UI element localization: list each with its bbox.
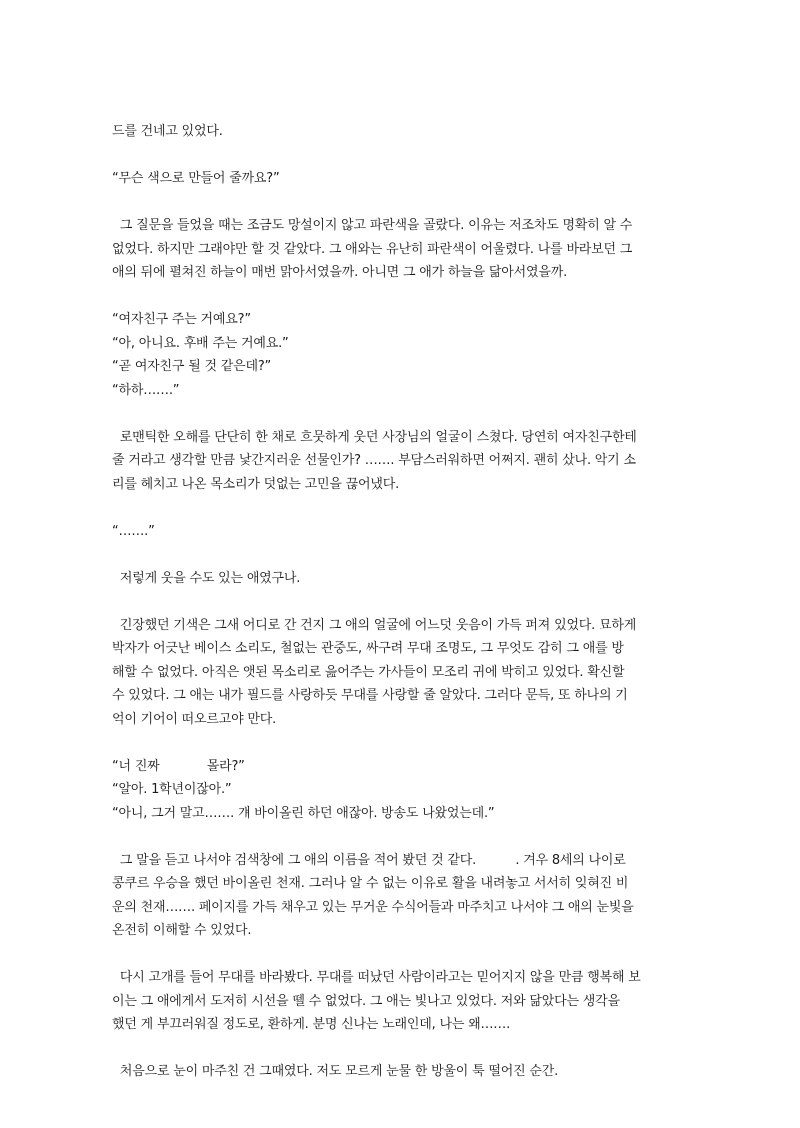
text-line: 이는 그 애에게서 도저히 시선을 뗄 수 없었다. 그 애는 빛나고 있었다. 저와 닮았다는 생각을 [112, 993, 620, 1009]
text-line: 콩쿠르 우승을 했던 바이올린 천재. 그러나 알 수 없는 이유로 활을 내려놓고 서서히 잊혀진 비 [112, 876, 629, 891]
text-line: 애의 뒤에 펼쳐진 하늘이 매번 맑아서였을까. 아니면 그 애가 하늘을 닮아서였을까. [112, 265, 568, 280]
text-line: 다시 고개를 들어 무대를 바라봤다. 무대를 떠났던 사람이라고는 믿어지지 않을 만큼 행복해 보 [112, 970, 641, 985]
paragraph [112, 614, 692, 732]
paragraph-gap [112, 402, 692, 426]
paragraph [112, 120, 692, 144]
paragraph-gap [112, 191, 692, 215]
paragraph [112, 567, 692, 591]
paragraph-gap [112, 496, 692, 520]
text-line: 긴장했던 기색은 그새 어디로 간 건지 그 애의 얼굴에 어느덧 웃음이 가득 퍼져 있었다. 묘하게 [112, 617, 637, 633]
paragraph [112, 426, 692, 497]
text-line: 없었다. 하지만 그래야만 할 것 같았다. 그 애와는 유난히 파란색이 어울렸다. 나를 바라보던 그 [112, 241, 633, 257]
text-line: “무슨 색으로 만들어 줄까요?” [112, 171, 280, 186]
paragraph-gap [112, 285, 692, 309]
text-line: 그 말을 듣고 나서야 검색창에 그 애의 이름을 적어 봤던 것 같다. . 겨우 8세의 나이로 [112, 852, 626, 868]
text-line: 로맨틱한 오해를 단단히 한 채로 흐뭇하게 웃던 사장님의 얼굴이 스쳤다. 당연히 여자친구한테 [112, 429, 637, 445]
paragraph-gap [112, 543, 692, 567]
text-line: 줄 거라고 생각할 만큼 낯간지러운 선물인가? ……. 부담스러워하면 어쩌지. 괜히 샀나. 악기 소 [112, 453, 636, 468]
paragraph-gap [112, 731, 692, 755]
paragraph-gap [112, 144, 692, 168]
text-line: “아, 아니요. 후배 주는 거예요.” [112, 335, 289, 351]
text-line: 저렇게 웃을 수도 있는 애였구나. [112, 570, 301, 586]
text-line: 그 질문을 들었을 때는 조금도 망설이지 않고 파란색을 골랐다. 이유는 저조차도 명확히 알 수 [112, 218, 633, 233]
paragraph [112, 1060, 692, 1084]
text-line: 했던 게 부끄러워질 정도로, 환하게. 분명 신나는 노래인데, 나는 왜……. [112, 1017, 511, 1032]
text-line: 드를 건네고 있었다. [112, 124, 223, 139]
paragraph-gap [112, 1037, 692, 1061]
text-line: “여자친구 주는 거예요?” [112, 312, 251, 327]
text-line: 박자가 어긋난 베이스 소리도, 철없는 관중도, 싸구려 무대 조명도, 그 무엇도 감히 그 애를 방 [112, 641, 624, 656]
text-line: “곧 여자친구 될 것 같은데?” [112, 359, 272, 374]
text-line: “하하…….” [112, 382, 180, 398]
document-page [112, 120, 692, 1084]
text-line: 처음으로 눈이 마주친 건 그때였다. 저도 모르게 눈물 한 방울이 툭 떨어진 순간. [112, 1064, 559, 1079]
paragraph [112, 755, 692, 826]
text-line: 운의 천재……. 페이지를 가득 채우고 있는 무거운 수식어들과 마주치고 나서야 그 애의 눈빛을 [112, 899, 634, 915]
text-line: 리를 헤치고 나온 목소리가 덧없는 고민을 끊어냈다. [112, 476, 400, 492]
paragraph [112, 167, 692, 191]
paragraph [112, 966, 692, 1037]
text-line: “아니, 그거 말고……. 걔 바이올린 하던 애잖아. 방송도 나왔었는데.” [112, 805, 495, 821]
text-line: “…….” [112, 523, 155, 539]
text-line: 해할 수 없었다. 아직은 앳된 목소리로 읊어주는 가사들이 모조리 귀에 박히고 있었다. 확신할 [112, 664, 625, 680]
text-line: 억이 기어이 떠오르고야 만다. [112, 711, 277, 727]
text-line: “알아. 1학년이잖아.” [112, 782, 232, 797]
paragraph [112, 849, 692, 943]
text-line: “너 진짜 몰라?” [112, 758, 245, 774]
text-line: 수 있었다. 그 애는 내가 필드를 사랑하듯 무대를 사랑할 줄 알았다. 그러다 문득, 또 하나의 기 [112, 688, 628, 703]
paragraph-gap [112, 825, 692, 849]
text-line: 온전히 이해할 수 있었다. [112, 923, 252, 938]
paragraph [112, 520, 692, 544]
paragraph [112, 308, 692, 402]
paragraph-gap [112, 943, 692, 967]
paragraph-gap [112, 590, 692, 614]
paragraph [112, 214, 692, 285]
